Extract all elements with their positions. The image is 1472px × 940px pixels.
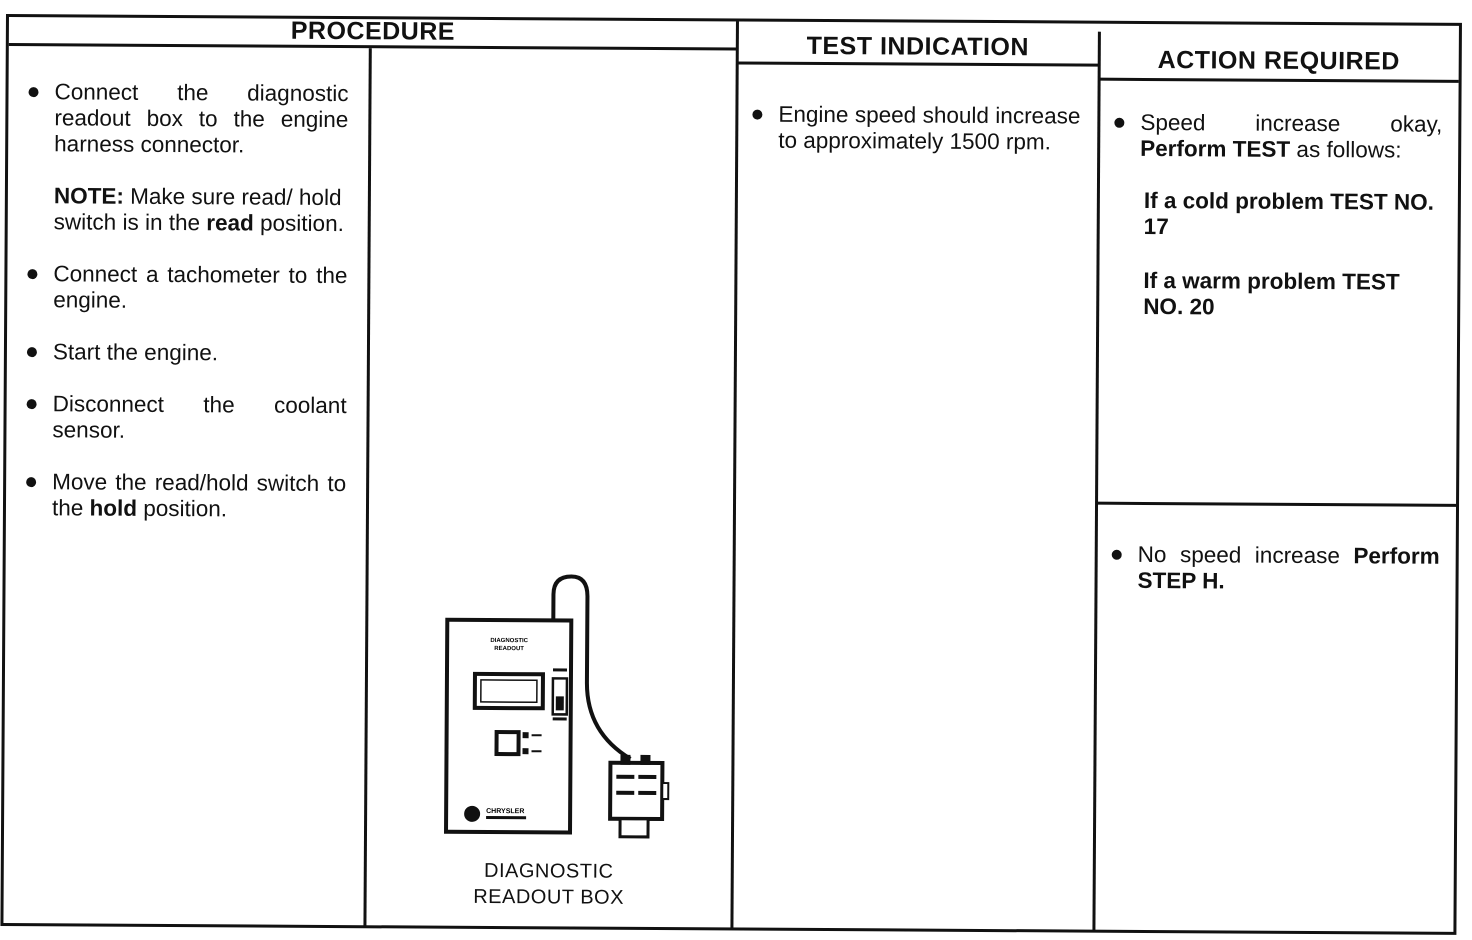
bullet-icon [27,347,37,357]
procedure-note: NOTE: Make sure read/ hold switch is in the read position. [53,183,344,237]
bullet-icon [1112,550,1122,560]
procedure-step-1: Connect the diagnostic readout box to the engine harness connector. [22,79,348,159]
bullet-icon [1114,118,1124,128]
column-divider-procedure-figure [363,48,371,926]
header-procedure: PROCEDURE [290,16,456,46]
column-divider-procedure-test [730,21,739,928]
bullet-icon [27,399,37,409]
action-required-top [1107,110,1442,350]
procedure-step-4: Disconnect the coolant sensor. [20,391,346,445]
action-item-no-speed: No speed increase Perform STEP H. [1105,542,1439,596]
device-brand: CHRYSLER [486,807,525,816]
header-action-required: ACTION REQUIRED [1157,46,1400,76]
diagnostic-readout-box-illustration [434,572,676,843]
action-sub-warm: If a warm problem TEST NO. 20 [1143,267,1400,320]
bullet-icon [752,110,762,120]
bullet-icon [26,477,36,487]
procedure-step-2: Connect a tachometer to the engine. [21,261,347,315]
action-header-divider [1099,78,1459,83]
bullet-icon [28,87,38,97]
bullet-icon [27,269,37,279]
action-sub-cold: If a cold problem TEST NO. 17 [1143,187,1434,240]
action-required-bottom [1105,542,1439,622]
device-label-line1: DIAGNOSTIC [490,637,529,645]
test-indication-item-1: Engine speed should increase to approximately 1500 rpm. [746,102,1080,156]
procedure-step-3: Start the engine. [21,339,347,367]
header-test-indication: TEST INDICATION [806,31,1030,62]
device-label-line2: READOUT [494,645,524,653]
column-divider-test-action [1092,32,1100,931]
procedure-steps [20,79,349,549]
pentastar-logo-icon [464,806,480,822]
procedure-step-5: Move the read/hold switch to the hold position. [20,469,346,523]
figure-caption: DIAGNOSTIC READOUT BOX [473,859,625,909]
test-indication-text [746,102,1080,182]
action-row-divider [1096,502,1456,507]
action-item-speed-okay: Speed increase okay, Perform TEST as follows: [1108,110,1442,164]
procedure-table [0,14,1462,935]
